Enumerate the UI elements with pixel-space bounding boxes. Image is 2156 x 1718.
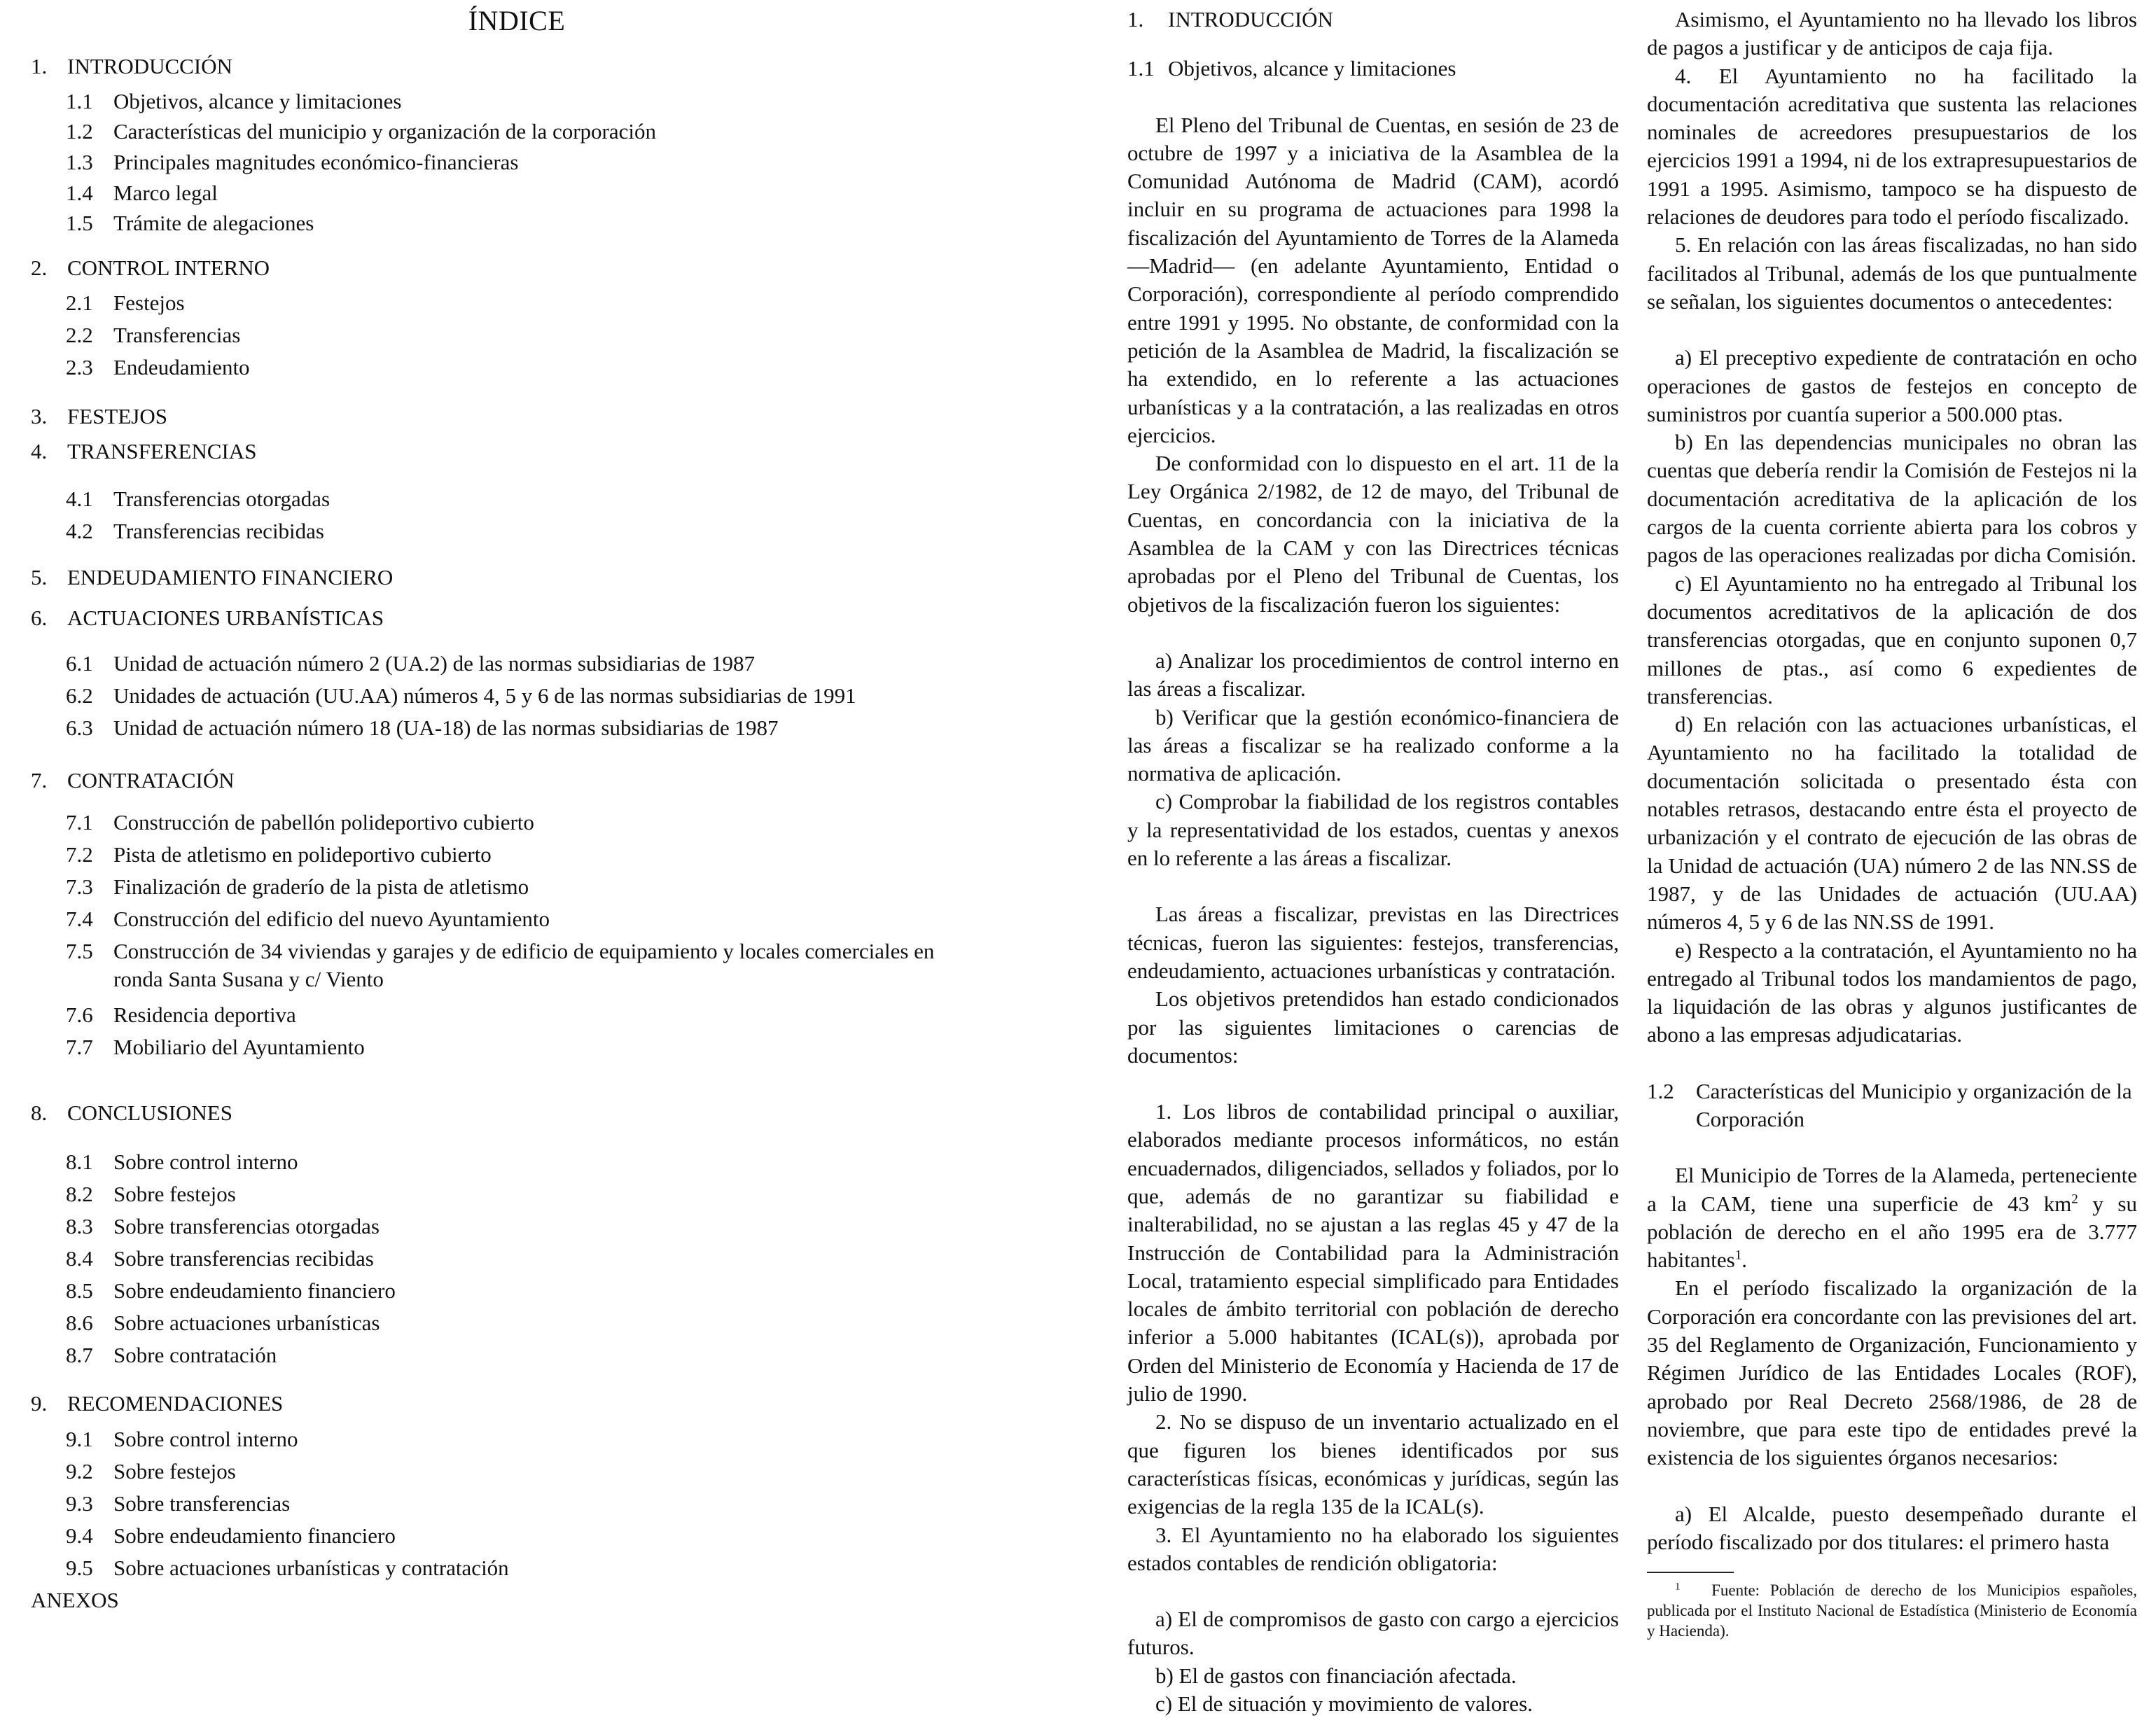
toc-section: 9. RECOMENDACIONES <box>31 1391 284 1416</box>
toc-subsection: 7.2 Pista de atletismo en polideportivo cubierto <box>66 842 492 867</box>
toc-subsection: 1.1 Objetivos, alcance y limitaciones <box>66 89 402 113</box>
text-column-right <box>1647 0 2137 1641</box>
toc-subsection: 8.7 Sobre contratación <box>66 1343 277 1367</box>
list-item: b) En las dependencias municipales no obran las cuentas que debería rendir la Comisión de Festejos ni la documentación acreditativa de la aplicación de los cargos de la cuenta corriente abierta para los cobros y pagos de las operaciones realizadas por dicha Comisión. <box>1647 430 2137 568</box>
toc-subsection: 9.5 Sobre actuaciones urbanísticas y contratación <box>66 1556 509 1580</box>
text-column-left <box>1127 0 1619 1718</box>
toc-subsection: 9.3 Sobre transferencias <box>66 1491 291 1516</box>
toc-subsection: 8.4 Sobre transferencias recibidas <box>66 1246 374 1271</box>
list-item: b) El de gastos con financiación afectada. <box>1155 1663 1517 1688</box>
list-item: a) El preceptivo expediente de contratación en ocho operaciones de gastos de festejos en concepto de suministros por cuantía superior a 500.000 ptas. <box>1647 345 2137 426</box>
toc-section: 4. TRANSFERENCIAS <box>31 439 257 463</box>
toc-subsection: 9.2 Sobre festejos <box>66 1459 236 1483</box>
toc-subsection: 1.4 Marco legal <box>66 181 218 205</box>
toc-section: 6. ACTUACIONES URBANÍSTICAS <box>31 606 384 630</box>
toc-subsection: 8.3 Sobre transferencias otorgadas <box>66 1214 380 1238</box>
list-item: e) Respecto a la contratación, el Ayuntamiento no ha entregado al Tribunal todos los mandamientos de pago, la liquidación de las obras y algunos justificantes de abono a las empresas adjudicatarias. <box>1647 937 2137 1047</box>
toc-section: 3. FESTEJOS <box>31 404 167 428</box>
toc-subsection: 2.2 Transferencias <box>66 323 241 347</box>
paragraph: El Municipio de Torres de la Alameda, perteneciente a la CAM, tiene una superficie de 43 $km^2$ y su población de derecho en el año 1995 era de 3.777 habitantes$^1$. <box>1647 1163 2137 1273</box>
footnote-divider <box>1647 1572 1734 1573</box>
paragraph: En el período fiscalizado la organización de la Corporación era concordante con las previsiones del art. 35 del Reglamento de Organización, Funcionamiento y Régimen Jurídico de las Entidades Locales (ROF), aprobado por Real Decreto 2568/1986, de 28 de noviembre, que para este tipo de entidades prevé la existencia de los siguientes órganos necesarios: <box>1647 1276 2137 1470</box>
list-item: a) El de compromisos de gasto con cargo a ejercicios futuros. <box>1127 1607 1619 1660</box>
toc-subsection: 8.5 Sobre endeudamiento financiero <box>66 1278 396 1303</box>
heading-objetivos: 1.1 Objetivos, alcance y limitaciones <box>1127 56 1456 81</box>
toc-subsection: 7.5 Construcción de 34 viviendas y garajes y de edificio de equipamiento y locales comerciales en ronda Santa Susana y c/ Viento <box>66 939 935 991</box>
toc-section: 8. CONCLUSIONES <box>31 1101 232 1125</box>
list-item: 2. No se dispuso de un inventario actualizado en el que figuren los bienes identificados por sus características físicas, económicas y jurídicas, según las exigencias de la regla 135 de la ICAL(s). <box>1127 1409 1619 1519</box>
paragraph: Las áreas a fiscalizar, previstas en las Directrices técnicas, fueron las siguientes: festejos, transferencias, endeudamiento, actuaciones urbanísticas y contratación. <box>1127 902 1619 983</box>
toc-subsection: 6.1 Unidad de actuación número 2 (UA.2) de las normas subsidiarias de 1987 <box>66 651 755 676</box>
toc-subsection: 8.6 Sobre actuaciones urbanísticas <box>66 1311 380 1335</box>
toc-subsection: 2.3 Endeudamiento <box>66 355 250 379</box>
toc-subsection: 4.1 Transferencias otorgadas <box>66 487 331 511</box>
toc-subsection: 1.2 Características del municipio y organización de la corporación <box>66 119 656 144</box>
toc-section: 5. ENDEUDAMIENTO FINANCIERO <box>31 565 394 589</box>
list-item: 5. En relación con las áreas fiscalizadas, no han sido facilitados al Tribunal, además de los que puntualmente se señalan, los siguientes documentos o antecedentes: <box>1647 232 2137 314</box>
list-item: 1. Los libros de contabilidad principal o auxiliar, elaborados mediante procesos informáticos, no están encuadernados, diligenciados, sellados y foliados, por lo que, además de no garantizar su fiabilidad e inalterabilidad, no se ajustan a las reglas 45 y 47 de la Instrucción de Contabilidad para la Administración Local, tratamiento especial simplificado para Entidades locales de ámbito territorial con población de derecho inferior a 5.000 habitantes (ICAL(s)), aprobada por Orden del Ministerio de Economía y Hacienda de 17 de julio de 1990. <box>1127 1099 1619 1406</box>
toc-subsection: 6.2 Unidades de actuación (UU.AA) números 4, 5 y 6 de las normas subsidiarias de 1991 <box>66 683 856 708</box>
toc-subsection: 9.4 Sobre endeudamiento financiero <box>66 1523 396 1548</box>
list-item: d) En relación con las actuaciones urbanísticas, el Ayuntamiento no ha facilitado la totalidad de documentación solicitada o presentado ésta con notables retrasos, destacando entre ésta el proyecto de urbanización y el contrato de ejecución de las obras de la Unidad de actuación (UA) número 2 de las NN.SS de 1987, y de las Unidades de actuación (UU.AA) números 4, 5 y 6 de las NN.SS de 1991. <box>1647 712 2137 935</box>
toc-subsection: 8.1 Sobre control interno <box>66 1150 298 1174</box>
toc-section: 2. CONTROL INTERNO <box>31 256 270 280</box>
toc-subsection: 7.7 Mobiliario del Ayuntamiento <box>66 1035 365 1059</box>
index-title: ÍNDICE <box>468 5 566 36</box>
toc-subsection: 6.3 Unidad de actuación número 18 (UA-18) de las normas subsidiarias de 1987 <box>66 715 779 740</box>
toc-subsection: 2.1 Festejos <box>66 291 185 315</box>
list-item: b) Verificar que la gestión económico-financiera de las áreas a fiscalizar se ha realizado conforme a la normativa de aplicación. <box>1127 704 1619 786</box>
list-item: 4. El Ayuntamiento no ha facilitado la documentación acreditativa que sustenta las relaciones nominales de acreedores presupuestarios de los ejercicios 1991 a 1994, ni de los extrapresupuestarios de 1991 a 1995. Asimismo, tampoco se ha dispuesto de relaciones de deudores para todo el período fiscalizado. <box>1647 63 2137 230</box>
paragraph: El Pleno del Tribunal de Cuentas, en sesión de 23 de octubre de 1997 y a iniciativa de la Asamblea de la Comunidad Autónoma de Madrid (CAM), acordó incluir en su programa de actuaciones para 1998 la fiscalización del Ayuntamiento de Torres de la Alameda —Madrid— (en adelante Ayuntamiento, Entidad o Corporación), correspondiente al período comprendido entre 1991 y 1995. No obstante, de conformidad con la petición de la Asamblea de Madrid, la fiscalización se ha extendido, en lo referente a las actuaciones urbanísticas y a la contratación, a las realizadas en otros ejercicios. <box>1127 112 1619 447</box>
toc-annex: ANEXOS <box>31 1588 119 1612</box>
toc-subsection: 1.5 Trámite de alegaciones <box>66 211 314 235</box>
paragraph: De conformidad con lo dispuesto en el art. 11 de la Ley Orgánica 2/1982, de 12 de mayo, del Tribunal de Cuentas, en concordancia con la iniciativa de la Asamblea de la CAM y con las Directrices técnicas aprobadas por el Pleno del Tribunal de Cuentas, los objetivos de la fiscalización fueron los siguientes: <box>1127 451 1619 617</box>
paragraph: Asimismo, el Ayuntamiento no ha llevado los libros de pagos a justificar y de anticipos de caja fija. <box>1647 7 2137 60</box>
toc-section: 7. CONTRATACIÓN <box>31 768 235 792</box>
toc-subsection: 8.2 Sobre festejos <box>66 1182 236 1206</box>
toc-subsection: 7.4 Construcción del edificio del nuevo Ayuntamiento <box>66 907 550 931</box>
toc-subsection: 7.6 Residencia deportiva <box>66 1003 296 1027</box>
paragraph: Los objetivos pretendidos han estado condicionados por las siguientes limitaciones o carencias de documentos: <box>1127 986 1619 1068</box>
list-item: c) El Ayuntamiento no ha entregado al Tribunal los documentos acreditativos de la aplicación de dos transferencias otorgadas, que en conjunto suponen 0,7 millones de ptas., así como 6 expedientes de transferencias. <box>1647 571 2137 708</box>
list-item: a) El Alcalde, puesto desempeñado durante el período fiscalizado por dos titulares: el primero hasta <box>1647 1501 2137 1554</box>
toc-subsection: 7.1 Construcción de pabellón polideportivo cubierto <box>66 810 534 834</box>
heading-caracteristicas: 1.2 Características del Municipio y organización de la Corporación <box>1647 1078 2132 1131</box>
heading-introduccion: 1. INTRODUCCIÓN <box>1127 7 1333 32</box>
toc-subsection: 9.1 Sobre control interno <box>66 1427 298 1451</box>
toc-subsection: 7.3 Finalización de graderío de la pista de atletismo <box>66 874 529 899</box>
toc-subsection: 1.3 Principales magnitudes económico-financieras <box>66 150 519 174</box>
list-item: c) Comprobar la fiabilidad de los registros contables y la representatividad de los estados, cuentas y anexos en lo referente a las áreas a fiscalizar. <box>1127 789 1619 871</box>
toc-section: 1. INTRODUCCIÓN <box>31 54 232 78</box>
list-item: c) El de situación y movimiento de valores. <box>1155 1691 1533 1717</box>
toc-subsection: 4.2 Transferencias recibidas <box>66 519 324 543</box>
footnote: $^1$ Fuente: Población de derecho de los Municipios españoles, publicada por el Instituto Nacional de Estadística (Ministerio de Economía y Hacienda). <box>1647 1581 2138 1640</box>
list-item: a) Analizar los procedimientos de control interno en las áreas a fiscalizar. <box>1127 648 1619 701</box>
list-item: 3. El Ayuntamiento no ha elaborado los siguientes estados contables de rendición obligatoria: <box>1127 1522 1619 1575</box>
footnote-ref: 1 <box>1734 1248 1742 1263</box>
